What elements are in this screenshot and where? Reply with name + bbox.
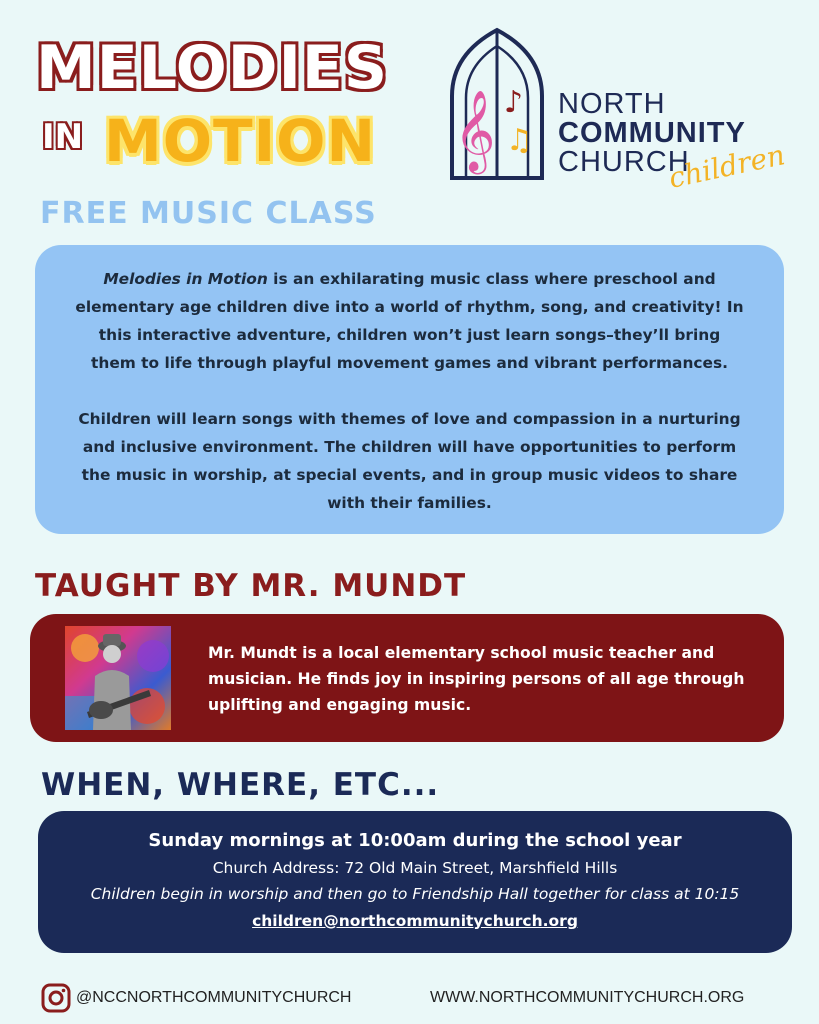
description-box <box>35 245 784 534</box>
teacher-photo <box>65 626 171 730</box>
logo-text-community: COMMUNITY <box>558 117 746 149</box>
description-paragraph-1 <box>75 265 744 377</box>
logo-text-children: children <box>665 138 788 195</box>
church-address: Church Address: 72 Old Main Street, Marshfield Hills <box>212 859 618 877</box>
svg-text:𝄞: 𝄞 <box>454 89 496 171</box>
website-link[interactable]: WWW.NORTHCOMMUNITYCHURCH.ORG <box>430 989 745 1006</box>
svg-text:♪: ♪ <box>504 85 524 120</box>
title-motion: MOTION <box>104 107 377 175</box>
description-paragraph-1-text: is an exhilarating music class where preschool and elementary age children dive into a world of rhythm, song, and creativity! In this interactive adventure, children won’t just learn songs–they’ll bring them to life through playful movement games and vibrant performances. <box>75 270 744 372</box>
logo-text-church: CHURCH <box>558 146 690 178</box>
class-note: Children begin in worship and then go to Friendship Hall together for class at 10:15 <box>90 885 740 903</box>
details-heading: WHEN, WHERE, ETC... <box>41 767 440 803</box>
teacher-box <box>30 614 784 742</box>
church-window-logo-icon <box>448 26 546 182</box>
title-melodies: MELODIES <box>36 33 389 103</box>
class-time: Sunday mornings at 10:00am during the school year <box>148 830 682 851</box>
description-paragraph-2: Children will learn songs with themes of love and compassion in a nurturing and inclusive environment. The children will have opportunities to perform the music in worship, at special events, and in group music videos to share with their families. <box>78 410 741 512</box>
instagram-handle[interactable]: @NCCNORTHCOMMUNITYCHURCH <box>76 989 352 1006</box>
contact-email-link[interactable]: children@northcommunitychurch.org <box>252 912 578 930</box>
teacher-heading: TAUGHT BY MR. MUNDT <box>35 568 467 604</box>
logo-text-north: NORTH <box>558 88 666 120</box>
teacher-bio: Mr. Mundt is a local elementary school music teacher and musician. He finds joy in inspiring persons of all age through uplifting and engaging music. <box>208 644 745 714</box>
subtitle-free-music-class: FREE MUSIC CLASS <box>40 196 377 231</box>
details-box <box>38 811 792 953</box>
instagram-icon[interactable] <box>41 983 71 1013</box>
title-in: IN <box>42 117 84 157</box>
svg-text:♫: ♫ <box>506 123 533 158</box>
description-class-name: Melodies in Motion <box>103 270 268 288</box>
